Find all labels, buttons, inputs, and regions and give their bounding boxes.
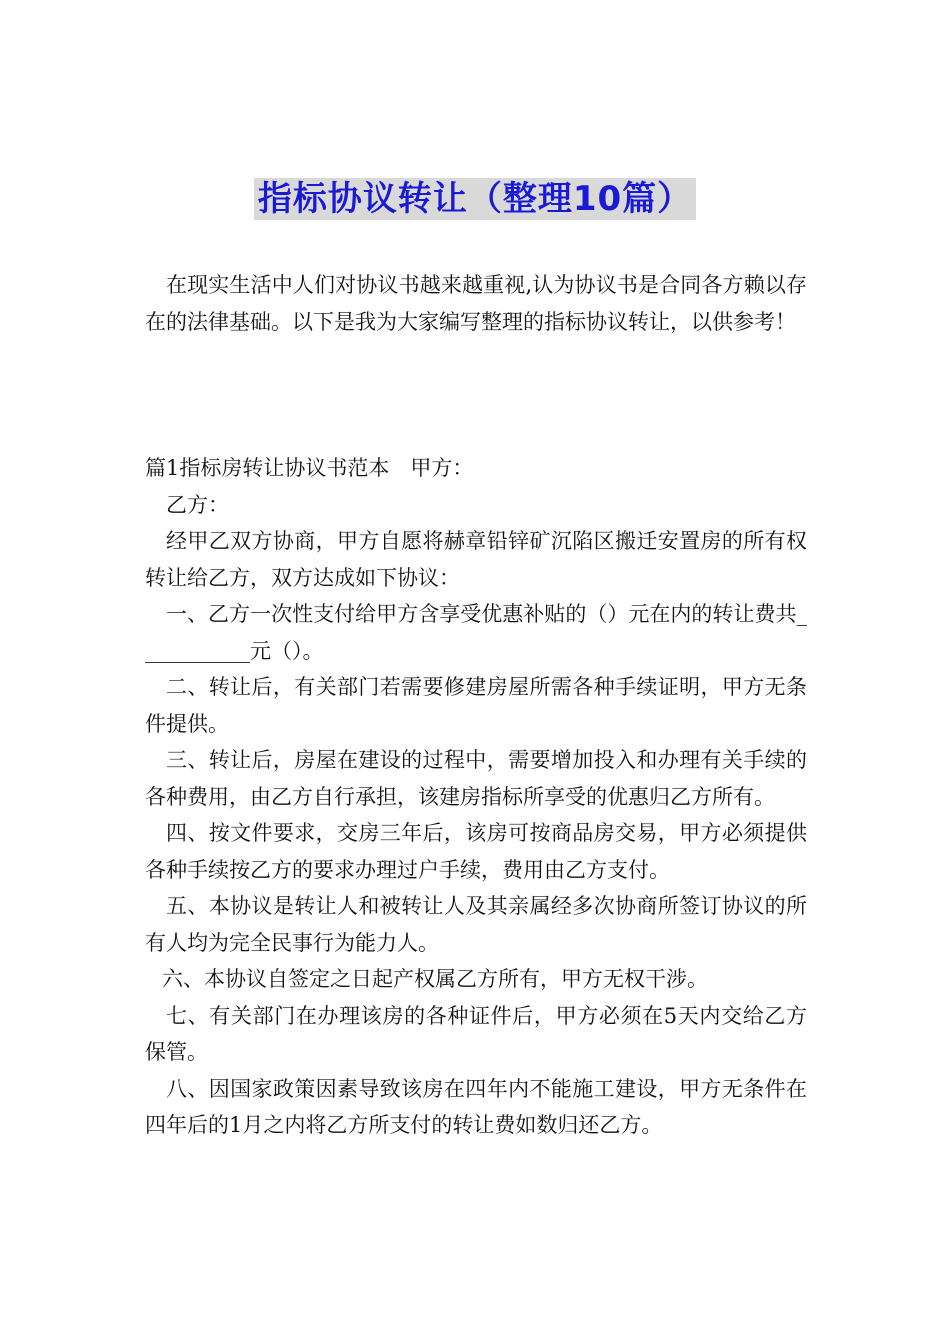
clause-4: 四、按文件要求，交房三年后，该房可按商品房交易，甲方必须提供各种手续按乙方的要求办理过户手续，费用由乙方支付。 bbox=[145, 821, 807, 882]
document-title: 指标协议转让（整理10篇） bbox=[254, 178, 696, 220]
clause-6: 六、本协议自签定之日起产权属乙方所有，甲方无权干涉。 bbox=[162, 967, 708, 991]
clause-8: 八、因国家政策因素导致该房在四年内不能施工建设，甲方无条件在四年后的1月之内将乙方所支付的转让费如数归还乙方。 bbox=[145, 1076, 807, 1137]
title-container bbox=[0, 178, 950, 220]
clause-5: 五、本协议是转让人和被转让人及其亲属经多次协商所签订协议的所有人均为完全民事行为能力人。 bbox=[145, 894, 807, 955]
paragraph-party-b: 乙方： bbox=[166, 492, 229, 517]
clause-3: 三、转让后，房屋在建设的过程中，需要增加投入和办理有关手续的各种费用，由乙方自行承担，该建房指标所享受的优惠归乙方所有。 bbox=[145, 748, 807, 809]
clause-2: 二、转让后，有关部门若需要修建房屋所需各种手续证明，甲方无条件提供。 bbox=[145, 675, 807, 736]
intro-section bbox=[145, 267, 807, 340]
clause-7: 七、有关部门在办理该房的各种证件后，甲方必须在5天内交给乙方保管。 bbox=[145, 1003, 807, 1064]
clause-1: 一、乙方一次性支付给甲方含享受优惠补贴的（）元在内的转让费共___________元（）。 bbox=[145, 602, 807, 663]
paragraph-preamble: 经甲乙双方协商，甲方自愿将赫章铅锌矿沉陷区搬迁安置房的所有权转让给乙方，双方达成如下协议： bbox=[145, 529, 807, 590]
agreement-section bbox=[145, 450, 807, 1144]
intro-paragraph: 在现实生活中人们对协议书越来越重视,认为协议书是合同各方赖以存在的法律基础。以下是我为大家编写整理的指标协议转让，以供参考！ bbox=[145, 273, 807, 334]
section-heading: 篇1指标房转让协议书范本 甲方： bbox=[145, 456, 474, 480]
